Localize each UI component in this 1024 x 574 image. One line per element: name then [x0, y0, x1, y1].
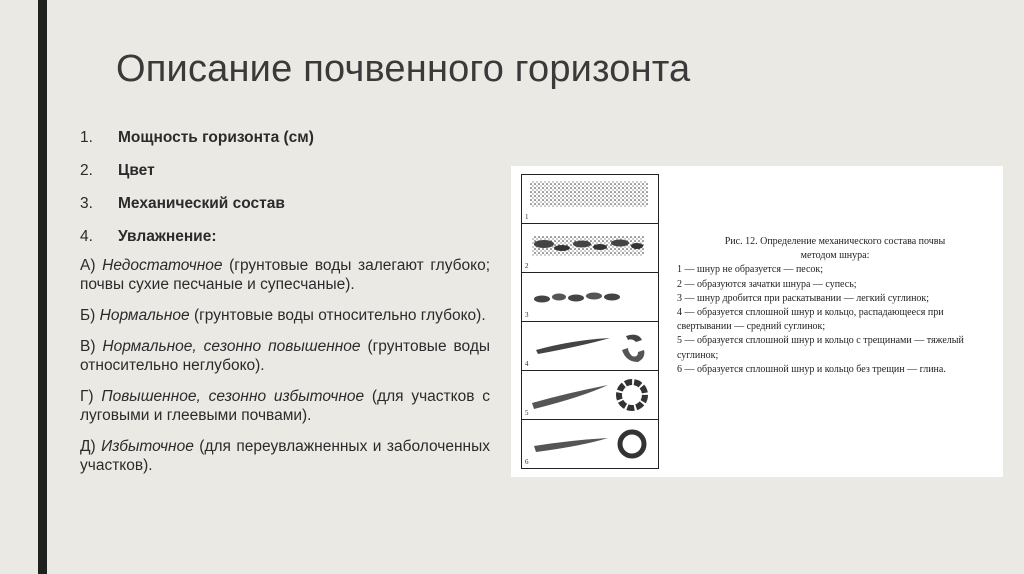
- row-number: 3: [525, 311, 529, 319]
- list-number: 1.: [80, 129, 93, 146]
- sandy-loam-pattern-icon: [522, 224, 658, 272]
- clay-pattern-icon: [522, 420, 658, 468]
- cord-method-table: [521, 174, 659, 469]
- list-item: [80, 194, 490, 213]
- fig-row-sandy-loam: [522, 224, 658, 273]
- list-number: 2.: [80, 162, 93, 179]
- list-text: Механический состав: [118, 195, 285, 212]
- list-item: [80, 227, 490, 246]
- row-number: 6: [525, 458, 529, 466]
- fig-row-light-loam: [522, 273, 658, 322]
- list-text: Цвет: [118, 162, 155, 179]
- slide-title: Описание почвенного горизонта: [116, 48, 691, 90]
- list-item: [80, 161, 490, 180]
- fig-row-clay: [522, 420, 658, 468]
- fig-row-medium-loam: [522, 322, 658, 371]
- moisture-para-g: Г) Повышенное, сезонно избыточное (для участков с луговыми и глеевыми почвами).: [80, 388, 490, 424]
- figure-caption: [677, 235, 993, 377]
- caption-line: 4 — образуется сплошной шнур и кольцо, распадающееся при свертывании — средний суглинок;: [677, 307, 944, 333]
- list-number: 4.: [80, 228, 93, 245]
- row-number: 5: [525, 409, 529, 417]
- row-number: 1: [525, 213, 529, 221]
- heavy-loam-pattern-icon: [522, 371, 658, 419]
- slide-content: [80, 128, 490, 487]
- list-text: Мощность горизонта (см): [118, 129, 314, 146]
- caption-line: 5 — образуется сплошной шнур и кольцо с трещинами — тяжелый суглинок;: [677, 335, 964, 361]
- caption-line: 3 — шнур дробится при раскатывании — легкий суглинок;: [677, 292, 930, 304]
- left-accent-bar: [38, 0, 47, 574]
- caption-line: 6 — образуется сплошной шнур и кольцо без трещин — глина.: [677, 363, 946, 375]
- sand-pattern-icon: [522, 175, 658, 223]
- fig-row-sand: [522, 175, 658, 224]
- row-number: 2: [525, 262, 529, 270]
- caption-title: Рис. 12. Определение механического состава почвы: [724, 236, 946, 247]
- list-number: 3.: [80, 195, 93, 212]
- caption-line: 1 — шнур не образуется — песок;: [677, 264, 824, 276]
- caption-line: 2 — образуются зачатки шнура — супесь;: [677, 278, 857, 290]
- figure-image: [511, 166, 1003, 477]
- fig-row-heavy-loam: [522, 371, 658, 420]
- moisture-para-b: Б) Нормальное (грунтовые воды относительно глубоко).: [80, 307, 486, 324]
- light-loam-pattern-icon: [522, 273, 658, 321]
- list-item: [80, 128, 490, 147]
- moisture-para-v: В) Нормальное, сезонно повышенное (грунтовые воды относительно неглубоко).: [80, 338, 491, 374]
- row-number: 4: [525, 360, 529, 368]
- list-text: Увлажнение:: [118, 228, 217, 245]
- caption-subtitle: методом шнура:: [800, 250, 870, 262]
- medium-loam-pattern-icon: [522, 322, 658, 370]
- moisture-para-d: Д) Избыточное (для переувлажненных и заболоченных участков).: [80, 438, 490, 474]
- moisture-para-a: А) Недостаточное (грунтовые воды залегают глубоко; почвы сухие песчаные и супесчаные).: [80, 257, 490, 293]
